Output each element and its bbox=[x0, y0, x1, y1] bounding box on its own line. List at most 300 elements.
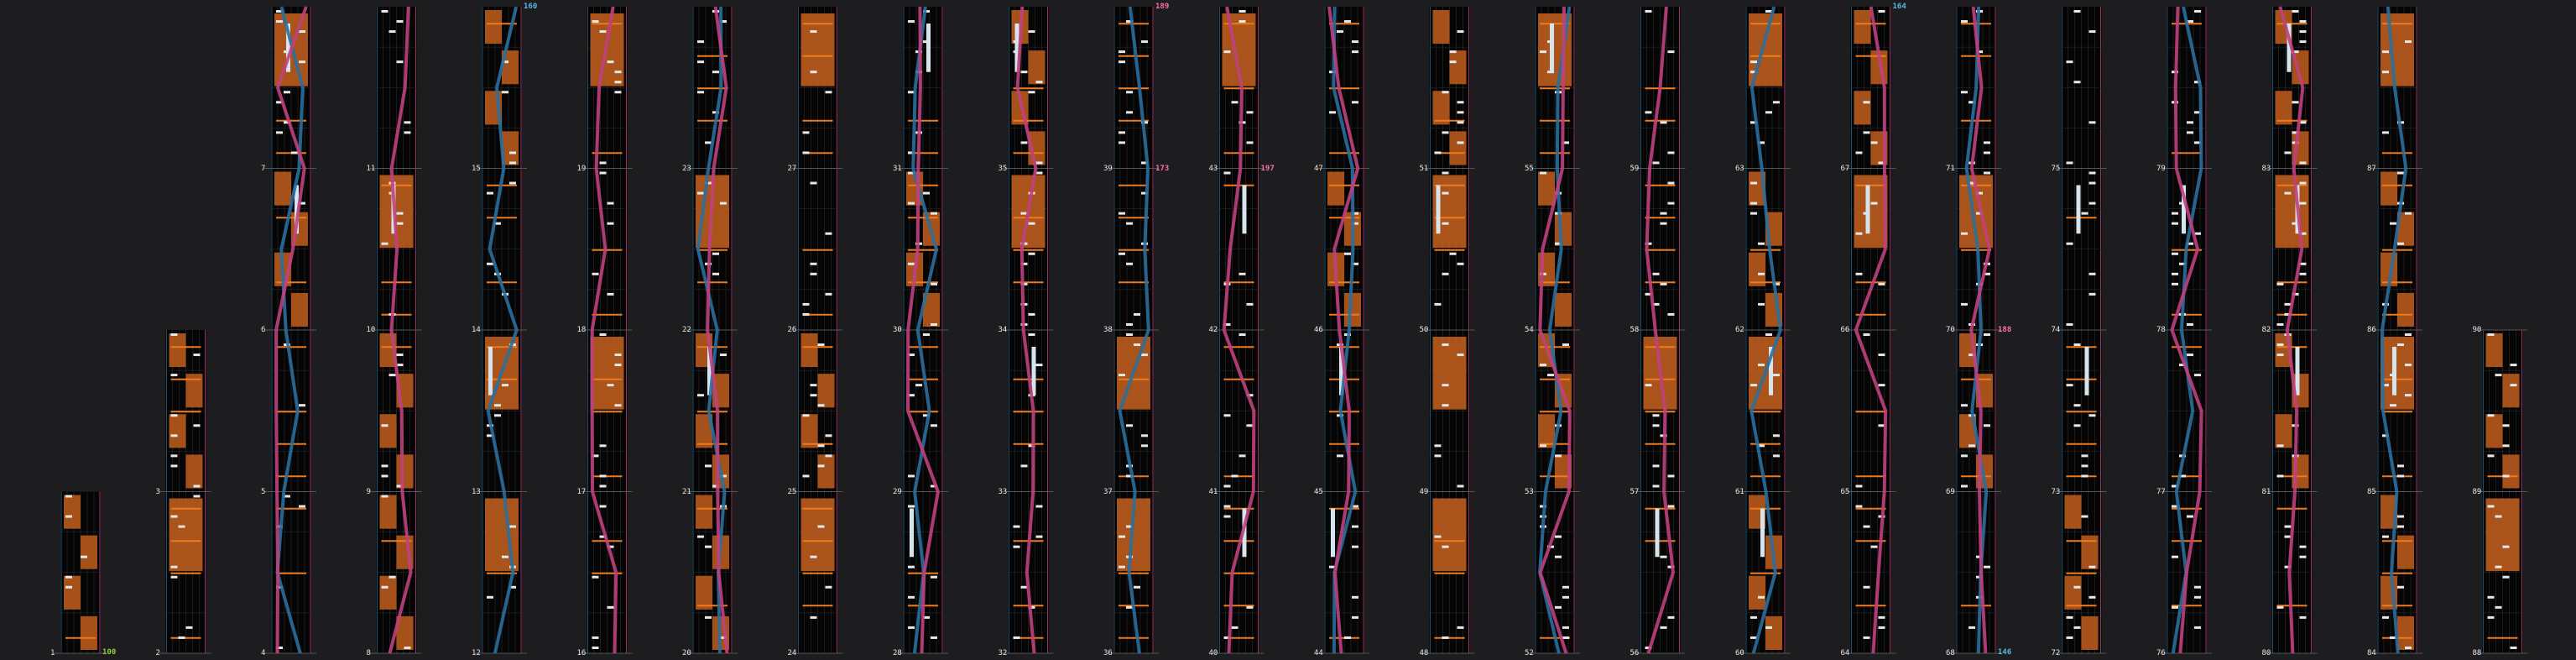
tap-note bbox=[65, 586, 72, 589]
hold-area bbox=[2397, 616, 2414, 650]
measure-number: 12 bbox=[472, 649, 481, 657]
flick-note bbox=[2277, 314, 2307, 316]
tap-note bbox=[1555, 606, 1562, 609]
tap-note bbox=[509, 182, 516, 185]
tap-note bbox=[2300, 556, 2307, 558]
tap-note bbox=[1879, 384, 1885, 386]
measure-number: 3 bbox=[155, 487, 160, 496]
tap-note bbox=[2397, 516, 2404, 518]
tap-note bbox=[705, 546, 712, 548]
flick-note bbox=[803, 605, 833, 606]
tap-note bbox=[1435, 151, 1442, 154]
tap-note bbox=[382, 243, 388, 245]
tap-note bbox=[1435, 303, 1442, 306]
tap-note bbox=[382, 495, 388, 498]
tap-note bbox=[1653, 273, 1660, 275]
bpm-change-label: 100 bbox=[102, 648, 117, 657]
measure-number: 53 bbox=[1525, 487, 1534, 496]
tap-note bbox=[1750, 616, 1757, 619]
tap-note bbox=[826, 293, 832, 296]
flick-note bbox=[1750, 411, 1781, 412]
flick-note bbox=[171, 411, 201, 412]
flick-note bbox=[803, 23, 833, 24]
tap-note bbox=[1457, 485, 1464, 487]
flick-note bbox=[2067, 346, 2097, 348]
tap-note bbox=[65, 576, 72, 579]
tap-note bbox=[1232, 101, 1238, 103]
tap-note bbox=[1435, 536, 1442, 538]
tap-note bbox=[1239, 454, 1246, 457]
tap-note bbox=[1750, 212, 1757, 215]
measure-number: 32 bbox=[998, 649, 1008, 657]
tap-note bbox=[811, 263, 817, 265]
tap-note bbox=[1969, 444, 1975, 447]
tap-note bbox=[389, 374, 396, 376]
flick-note bbox=[2277, 346, 2307, 348]
measure-number: 9 bbox=[366, 487, 371, 496]
flick-note bbox=[697, 411, 727, 412]
tap-note bbox=[397, 223, 404, 225]
hold-area bbox=[818, 374, 835, 407]
flick-note bbox=[1540, 152, 1570, 154]
tap-note bbox=[1224, 485, 1231, 487]
bpm-change-label: 146 bbox=[1998, 648, 2012, 657]
measure-number: 19 bbox=[576, 164, 587, 173]
measure-number: 48 bbox=[1419, 649, 1429, 657]
flick-note bbox=[1750, 23, 1781, 24]
tap-note bbox=[1442, 192, 1449, 195]
flick-note bbox=[1014, 281, 1044, 283]
hold-area bbox=[1854, 91, 1871, 124]
flick-note bbox=[908, 120, 938, 122]
tap-note bbox=[1864, 586, 1870, 589]
tap-note bbox=[1457, 101, 1464, 103]
flick-note bbox=[382, 281, 412, 283]
tap-note bbox=[1765, 626, 1772, 629]
tap-note bbox=[1661, 121, 1667, 123]
tap-note bbox=[2089, 202, 2096, 205]
measure-number: 88 bbox=[2472, 649, 2482, 657]
tap-note bbox=[1750, 60, 1757, 63]
tap-note bbox=[2382, 50, 2389, 53]
flick-note bbox=[803, 573, 833, 574]
measure-number: 51 bbox=[1419, 164, 1429, 173]
tap-note bbox=[1442, 546, 1449, 548]
tap-note bbox=[2172, 606, 2178, 609]
flick-note bbox=[697, 346, 727, 348]
tap-note bbox=[1856, 233, 1863, 235]
measure-number: 15 bbox=[472, 164, 481, 173]
flick-note bbox=[1856, 23, 1886, 24]
tap-note bbox=[65, 495, 72, 498]
tap-note bbox=[1141, 444, 1148, 447]
tap-note bbox=[2382, 131, 2389, 134]
tap-note bbox=[2405, 394, 2412, 396]
tap-note bbox=[2488, 616, 2495, 619]
measure-number: 41 bbox=[1208, 487, 1218, 496]
tap-note bbox=[1442, 172, 1449, 175]
measure-number: 27 bbox=[787, 164, 797, 173]
tap-note bbox=[1864, 636, 1870, 639]
hold-area bbox=[2065, 495, 2082, 529]
measure-number: 55 bbox=[1525, 164, 1534, 173]
tap-note bbox=[615, 364, 622, 366]
tap-note bbox=[2187, 354, 2193, 356]
hold-area bbox=[2503, 374, 2520, 407]
flick-note bbox=[2172, 540, 2202, 542]
tap-note bbox=[509, 151, 516, 154]
hold-area bbox=[380, 576, 397, 610]
tap-note bbox=[1119, 566, 1125, 568]
long-note bbox=[2392, 347, 2396, 395]
tap-note bbox=[811, 30, 817, 33]
tap-note bbox=[502, 384, 508, 386]
tap-note bbox=[2300, 546, 2307, 548]
tap-note bbox=[803, 131, 810, 134]
tap-note bbox=[1653, 414, 1660, 416]
measure-number: 81 bbox=[2261, 487, 2271, 496]
tap-note bbox=[915, 384, 922, 386]
tap-note bbox=[2382, 536, 2389, 538]
tap-note bbox=[276, 131, 283, 134]
tap-note bbox=[720, 202, 727, 205]
tap-note bbox=[1879, 626, 1885, 629]
measure-number: 21 bbox=[682, 487, 691, 496]
tap-note bbox=[1765, 333, 1772, 336]
tap-note bbox=[803, 414, 810, 416]
tap-note bbox=[291, 151, 298, 154]
flick-note bbox=[1224, 573, 1254, 574]
hold-area bbox=[1555, 212, 1572, 246]
flick-note bbox=[1224, 475, 1254, 477]
tap-note bbox=[1141, 434, 1148, 437]
hold-area bbox=[1854, 10, 1871, 44]
flick-note bbox=[2067, 411, 2097, 412]
flick-note bbox=[592, 379, 623, 380]
tap-note bbox=[607, 60, 614, 63]
tap-note bbox=[1036, 81, 1043, 83]
tap-note bbox=[194, 495, 201, 498]
flick-note bbox=[276, 411, 306, 412]
tap-note bbox=[1961, 20, 1968, 23]
tap-note bbox=[1442, 131, 1449, 134]
tap-note bbox=[1864, 526, 1870, 528]
flick-note bbox=[1014, 152, 1044, 154]
flick-note bbox=[908, 249, 938, 251]
flick-note bbox=[908, 217, 938, 218]
tap-note bbox=[607, 384, 614, 386]
hold-area bbox=[2397, 293, 2414, 327]
flick-note bbox=[1961, 475, 1991, 477]
measure-number: 77 bbox=[2156, 487, 2166, 496]
tap-note bbox=[1653, 464, 1660, 467]
tap-note bbox=[1450, 50, 1457, 53]
flick-note bbox=[908, 411, 938, 412]
tap-note bbox=[1036, 364, 1043, 366]
tap-note bbox=[908, 505, 915, 508]
tap-note bbox=[1984, 151, 1990, 154]
tap-note bbox=[607, 202, 614, 205]
flick-note bbox=[1856, 411, 1886, 412]
flick-note bbox=[65, 637, 96, 639]
tap-note bbox=[1239, 20, 1246, 23]
tap-note bbox=[382, 586, 388, 589]
tap-note bbox=[194, 424, 201, 427]
measure-number: 30 bbox=[893, 326, 902, 334]
flick-note bbox=[1119, 217, 1149, 218]
tap-note bbox=[1134, 343, 1140, 346]
tap-note bbox=[1668, 474, 1675, 477]
hold-area bbox=[696, 495, 712, 529]
tap-note bbox=[2503, 424, 2510, 427]
tap-note bbox=[171, 333, 178, 336]
tap-note bbox=[2172, 283, 2178, 285]
tap-note bbox=[2082, 454, 2088, 457]
tap-note bbox=[931, 636, 937, 639]
flick-note bbox=[697, 87, 727, 89]
tap-note bbox=[1645, 111, 1652, 113]
tap-note bbox=[1457, 141, 1464, 144]
hold-area bbox=[64, 576, 81, 610]
tap-note bbox=[1239, 333, 1246, 336]
measure-number: 17 bbox=[576, 487, 587, 496]
tap-note bbox=[1126, 223, 1133, 225]
tap-note bbox=[397, 60, 404, 63]
tap-note bbox=[1668, 313, 1675, 316]
tap-note bbox=[1773, 101, 1780, 103]
tap-note bbox=[1773, 374, 1780, 376]
tap-note bbox=[1134, 313, 1140, 316]
tap-note bbox=[2172, 212, 2178, 215]
tap-note bbox=[1014, 546, 1020, 548]
tap-note bbox=[818, 343, 825, 346]
tap-note bbox=[1014, 636, 1020, 639]
tap-note bbox=[1555, 454, 1562, 457]
measure-number: 45 bbox=[1314, 487, 1323, 496]
tap-note bbox=[811, 616, 817, 619]
tap-note bbox=[194, 354, 201, 356]
flick-note bbox=[1750, 443, 1781, 445]
tap-note bbox=[1352, 40, 1358, 43]
flick-note bbox=[276, 475, 306, 477]
hold-area bbox=[485, 499, 519, 572]
flick-note bbox=[382, 346, 412, 348]
tap-note bbox=[2277, 283, 2284, 285]
long-note bbox=[1656, 509, 1660, 558]
flick-note bbox=[2172, 475, 2202, 477]
flick-note bbox=[1540, 411, 1570, 412]
flick-note bbox=[697, 443, 727, 445]
tap-note bbox=[908, 474, 915, 477]
tap-note bbox=[1773, 454, 1780, 457]
tap-note bbox=[299, 60, 305, 63]
tap-note bbox=[826, 454, 832, 457]
tap-note bbox=[404, 647, 411, 649]
tap-note bbox=[2067, 161, 2073, 164]
flick-note bbox=[803, 55, 833, 57]
flick-note bbox=[908, 346, 938, 348]
tap-note bbox=[2067, 243, 2073, 245]
tap-note bbox=[1645, 384, 1652, 386]
tap-note bbox=[1750, 384, 1757, 386]
tap-note bbox=[1871, 546, 1878, 548]
tap-note bbox=[1029, 91, 1035, 93]
flick-note bbox=[171, 379, 201, 380]
hold-area bbox=[1327, 172, 1344, 206]
tap-note bbox=[615, 81, 622, 83]
tap-note bbox=[1961, 303, 1968, 306]
measure-number: 18 bbox=[576, 326, 587, 334]
flick-note bbox=[1329, 346, 1359, 348]
measure-number: 56 bbox=[1630, 649, 1640, 657]
flick-note bbox=[276, 217, 306, 218]
flick-note bbox=[1435, 540, 1465, 542]
flick-note bbox=[1014, 120, 1044, 122]
hold-area bbox=[1433, 10, 1450, 44]
tap-note bbox=[818, 444, 825, 447]
tap-note bbox=[1661, 556, 1667, 558]
tap-note bbox=[1119, 141, 1125, 144]
tap-note bbox=[1450, 60, 1457, 63]
flick-note bbox=[1645, 346, 1676, 348]
tap-note bbox=[1344, 20, 1351, 23]
flick-note bbox=[171, 540, 201, 542]
tap-note bbox=[509, 526, 516, 528]
measure-number: 83 bbox=[2261, 164, 2271, 173]
tap-note bbox=[1879, 616, 1885, 619]
bpm-change-label: 197 bbox=[1260, 164, 1275, 173]
tap-note bbox=[1969, 626, 1975, 629]
flick-note bbox=[171, 573, 201, 574]
tap-note bbox=[803, 303, 810, 306]
tap-note bbox=[1329, 111, 1336, 113]
tap-note bbox=[1029, 30, 1035, 33]
measure-number: 61 bbox=[1735, 487, 1744, 496]
measure-number: 23 bbox=[682, 164, 691, 173]
tap-note bbox=[818, 464, 825, 467]
tap-note bbox=[2285, 192, 2292, 195]
hold-area bbox=[1538, 414, 1555, 448]
measure-number: 72 bbox=[2051, 649, 2061, 657]
measure-number: 62 bbox=[1735, 326, 1744, 334]
bpm-change-label: 173 bbox=[1155, 164, 1170, 173]
flick-note bbox=[592, 475, 623, 477]
tap-note bbox=[1119, 536, 1125, 538]
tap-note bbox=[818, 404, 825, 406]
tap-note bbox=[1864, 101, 1870, 103]
tap-note bbox=[818, 526, 825, 528]
tap-note bbox=[2089, 182, 2096, 185]
hold-area bbox=[291, 293, 308, 327]
tap-note bbox=[1029, 223, 1035, 225]
tap-note bbox=[382, 10, 388, 13]
tap-note bbox=[382, 424, 388, 427]
flick-note bbox=[1435, 573, 1465, 574]
tap-note bbox=[404, 131, 411, 134]
flick-note bbox=[487, 217, 517, 218]
tap-note bbox=[2405, 40, 2412, 43]
tap-note bbox=[2074, 10, 2081, 13]
tap-note bbox=[389, 576, 396, 579]
long-note bbox=[910, 509, 914, 558]
tap-note bbox=[803, 313, 810, 316]
tap-note bbox=[382, 464, 388, 467]
flick-note bbox=[2382, 23, 2412, 24]
flick-note bbox=[2382, 281, 2412, 283]
tap-note bbox=[1247, 111, 1254, 113]
tap-note bbox=[2397, 172, 2404, 175]
hold-area bbox=[1433, 499, 1467, 572]
tap-note bbox=[1961, 91, 1968, 93]
flick-note bbox=[2382, 605, 2412, 606]
measure-number: 4 bbox=[261, 649, 266, 657]
tap-note bbox=[1442, 404, 1449, 406]
tap-note bbox=[2511, 384, 2517, 386]
tap-note bbox=[2082, 464, 2088, 467]
tap-note bbox=[1562, 586, 1569, 589]
flick-note bbox=[382, 185, 412, 186]
tap-note bbox=[2511, 647, 2517, 649]
tap-note bbox=[509, 161, 516, 164]
tap-note bbox=[908, 263, 915, 265]
tap-note bbox=[1119, 212, 1125, 215]
flick-note bbox=[276, 573, 306, 574]
hold-area bbox=[2380, 172, 2397, 206]
measure-number: 69 bbox=[1946, 487, 1955, 496]
measure-number: 5 bbox=[261, 487, 266, 496]
tap-note bbox=[2397, 343, 2404, 346]
flick-note bbox=[1435, 637, 1465, 639]
tap-note bbox=[179, 636, 185, 639]
tap-note bbox=[2277, 474, 2284, 477]
tap-note bbox=[1653, 424, 1660, 427]
tap-note bbox=[2074, 343, 2081, 346]
tap-note bbox=[1457, 263, 1464, 265]
tap-note bbox=[1773, 434, 1780, 437]
tap-note bbox=[1344, 253, 1351, 255]
tap-note bbox=[1961, 404, 1968, 406]
tap-note bbox=[931, 283, 937, 285]
measure-number: 44 bbox=[1314, 649, 1323, 657]
tap-note bbox=[1126, 424, 1133, 427]
tap-note bbox=[2495, 606, 2502, 609]
tap-note bbox=[2292, 101, 2299, 103]
tap-note bbox=[1119, 374, 1125, 376]
flick-note bbox=[2382, 573, 2412, 574]
tap-note bbox=[1232, 626, 1238, 629]
tap-note bbox=[1661, 626, 1667, 629]
tap-note bbox=[615, 71, 622, 73]
tap-note bbox=[931, 323, 937, 326]
tap-note bbox=[1879, 10, 1885, 13]
measure-number: 46 bbox=[1314, 326, 1323, 334]
tap-note bbox=[1029, 333, 1035, 336]
flick-note bbox=[1856, 605, 1886, 606]
tap-note bbox=[2503, 546, 2510, 548]
measure-number: 31 bbox=[893, 164, 902, 173]
tap-note bbox=[389, 30, 396, 33]
tap-note bbox=[2503, 474, 2510, 477]
tap-note bbox=[2397, 474, 2404, 477]
tap-note bbox=[2300, 182, 2307, 185]
tap-note bbox=[1442, 91, 1449, 93]
tap-note bbox=[276, 20, 283, 23]
measure-number: 29 bbox=[893, 487, 902, 496]
tap-note bbox=[1036, 161, 1043, 164]
tap-note bbox=[908, 626, 915, 629]
tap-note bbox=[712, 253, 719, 255]
tap-note bbox=[1562, 626, 1569, 629]
